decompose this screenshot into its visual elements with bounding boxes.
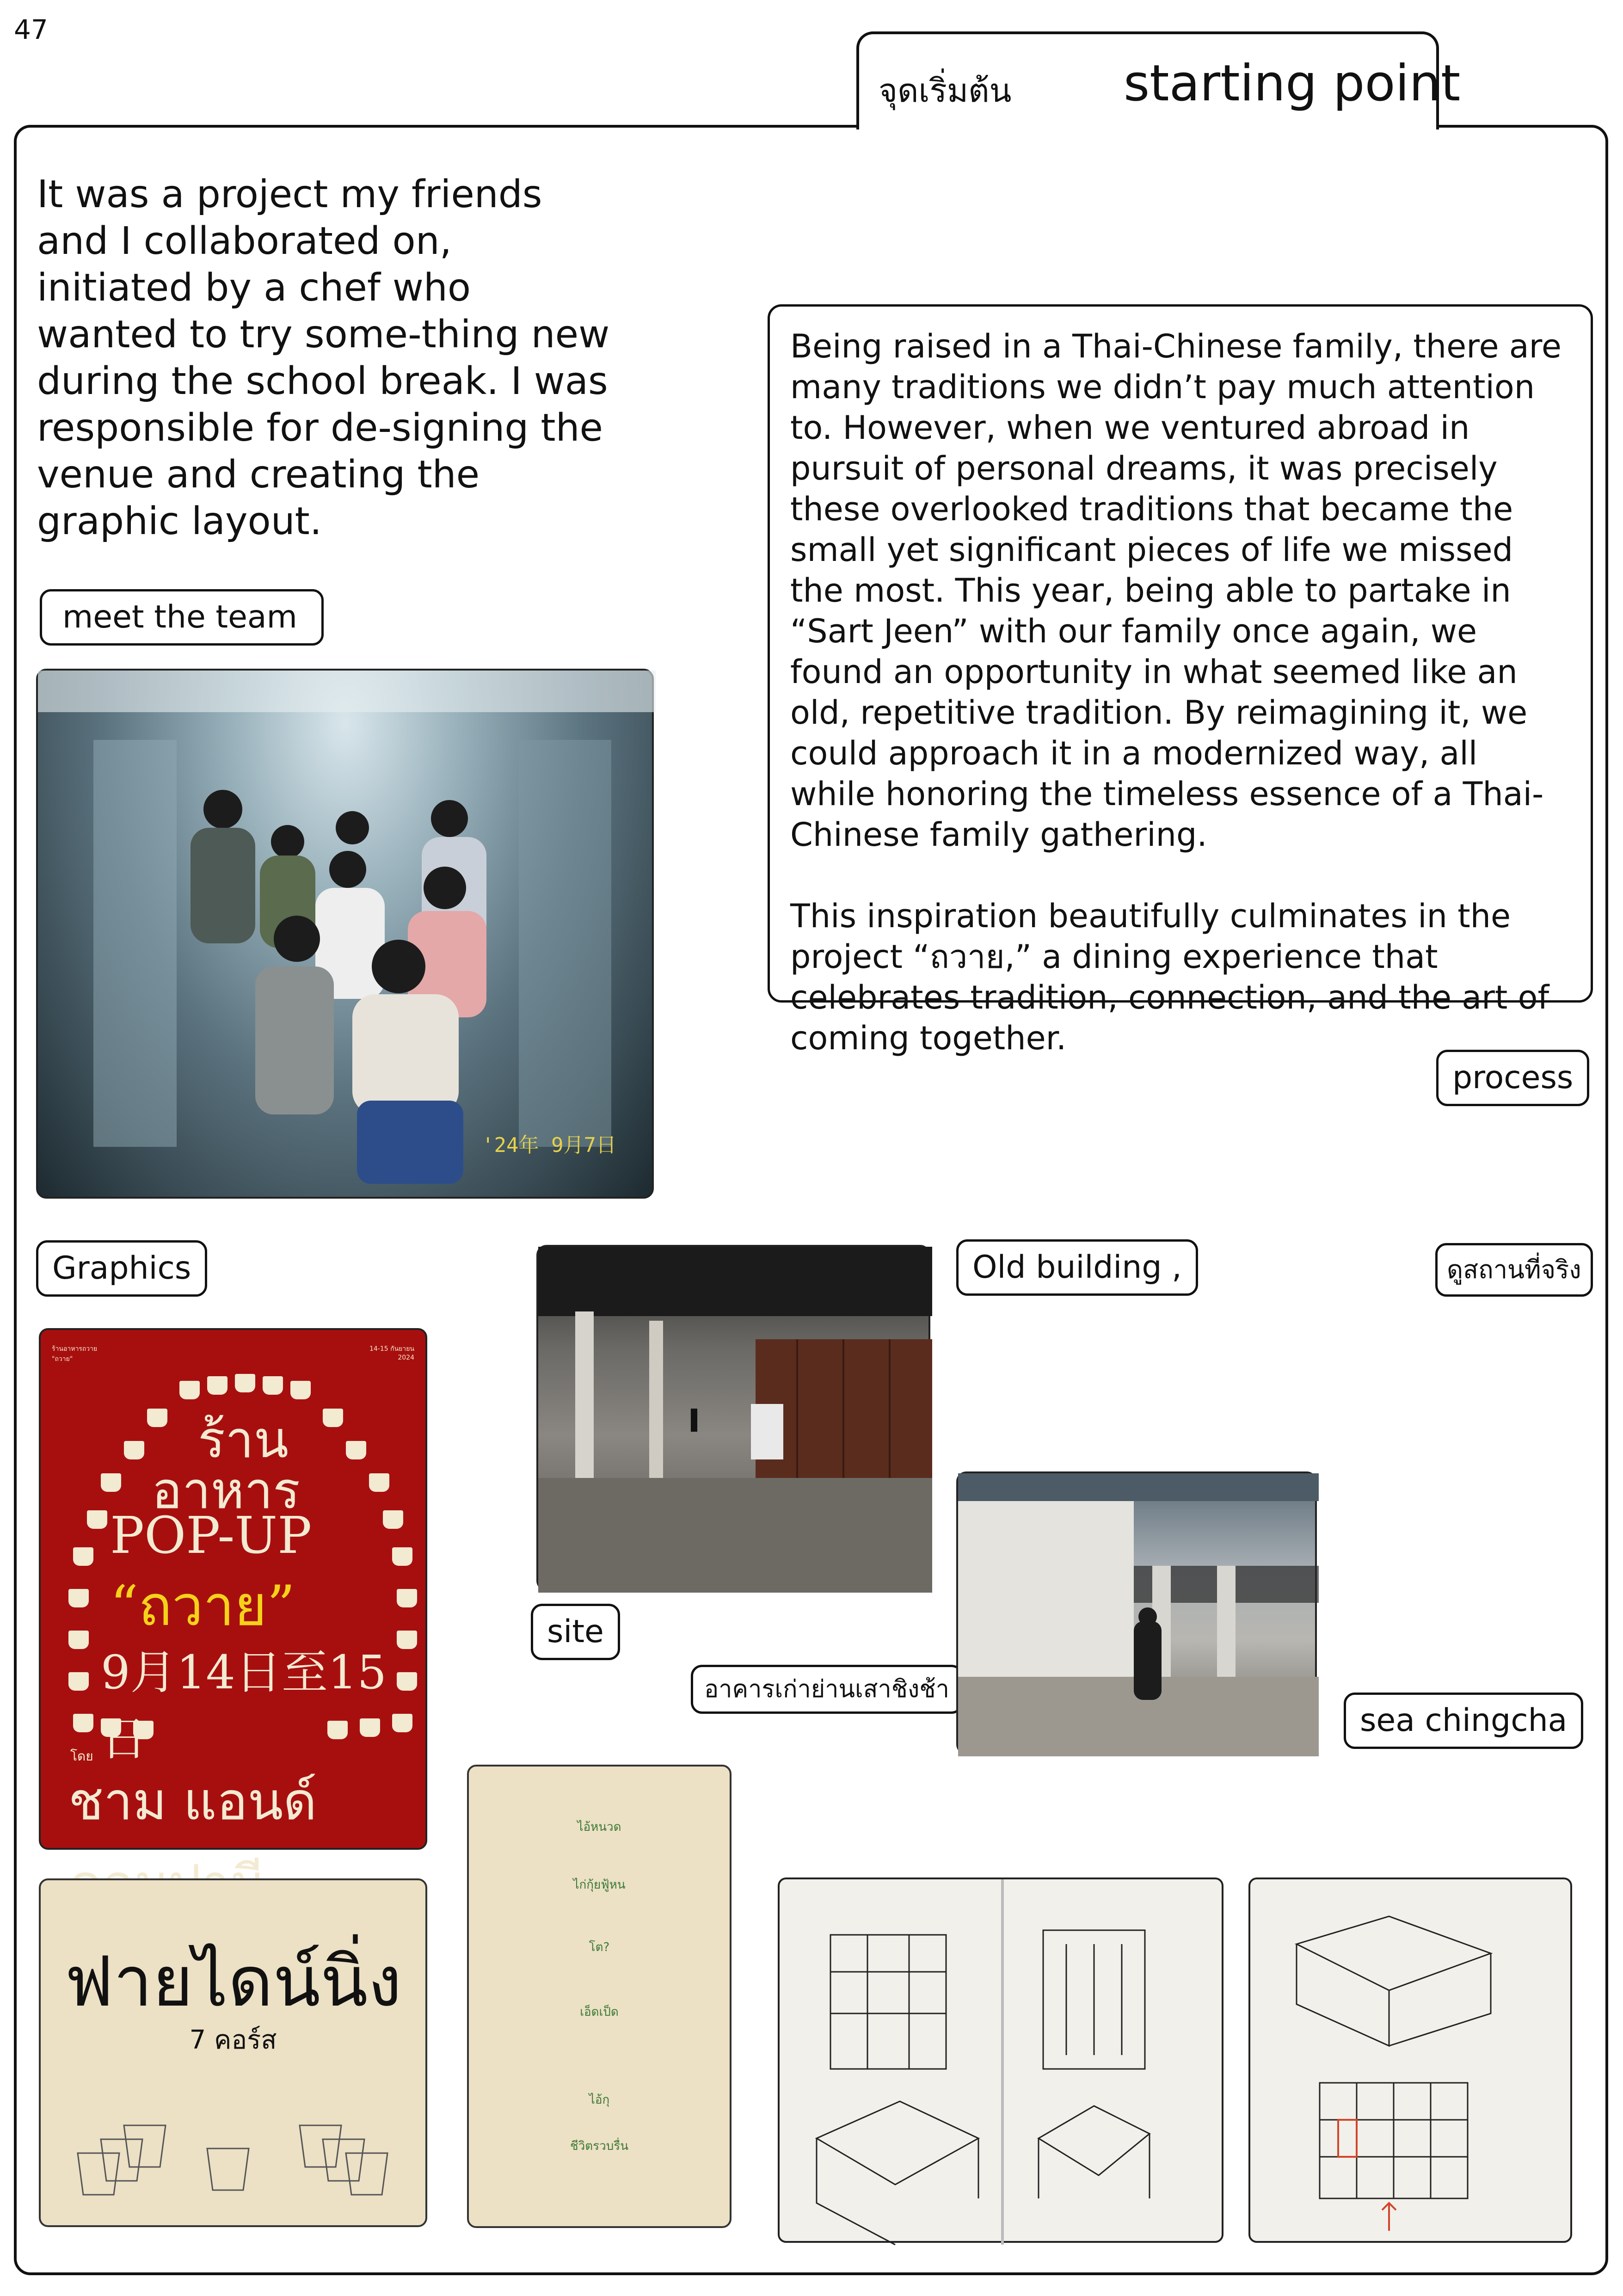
meet-team-label: meet the team (40, 589, 324, 646)
story-textbox (768, 304, 1593, 1057)
sea-chingcha-label: sea chingcha (1344, 1693, 1583, 1749)
graphics-label: Graphics (36, 1240, 207, 1297)
sketchbook-perspective (1248, 1877, 1572, 2243)
popup-poster (39, 1328, 427, 1850)
menu-item-1: ไอ้หนวด (577, 1820, 621, 1834)
cup-outlines (41, 1880, 429, 2229)
old-building-label: Old building , (956, 1239, 1198, 1296)
site-photo-interior-detail (538, 1247, 932, 1593)
tab-title-english: starting point (1124, 55, 1461, 112)
intro-paragraph: It was a project my friends and I collaborated on, initiated by a chef who wanted to try some-thing new during the school break. I was responsible for de-signing the venue and creating the graphic layout. (37, 172, 610, 543)
story-paragraph-2: This inspiration beautifully culminates in the project “ถวาย,” a dining experience that celebrates tradition, connection, and the art of coming together. (790, 897, 1549, 1057)
menu-item-5: ไอ้กุ (589, 2093, 610, 2107)
menu-card (467, 1765, 732, 2228)
team-photo (36, 669, 654, 1199)
menu-item-6: ชีวิตรวบรื่น (570, 2139, 628, 2153)
poster-top-left: ร้านอาหารถวาย "ถวาย" (52, 1345, 98, 1363)
sketch-lines-1 (780, 1879, 1225, 2245)
date-stamp: '24年 9月7日 (482, 1133, 616, 1157)
fine-dining-subtitle: 7 คอร์ส (189, 2025, 277, 2055)
site-photo-hall (956, 1471, 1317, 1754)
fine-dining-title: ฟายไดน์นิ่ง (64, 1942, 402, 2022)
tab-title-thai: จุดเริ่มต้น (879, 72, 1012, 110)
poster-line-4: “ถวาย” (110, 1574, 295, 1638)
poster-line-3: POP-UP (110, 1506, 312, 1565)
site-photo-hall-detail (958, 1473, 1319, 1756)
sketchbook-elevation (778, 1877, 1223, 2243)
fine-dining-card (39, 1878, 427, 2227)
poster-line-1: ร้าน (198, 1410, 289, 1469)
tab-joint (859, 121, 1436, 129)
poster-dates: 9月14日至15日 (101, 1645, 387, 1766)
menu-item-3: โต? (589, 1940, 610, 1954)
sketch-lines-2 (1250, 1879, 1574, 2245)
site-label: site (531, 1604, 620, 1660)
page-number: 47 (14, 14, 48, 45)
poster-by: โดย (70, 1748, 93, 1764)
poster-company: ชาม แอนด์ (68, 1772, 317, 1832)
poster-top-right: 14-15 กันยายน 2024 (369, 1345, 414, 1361)
menu-item-2: ไก่กุ้ยฟู้หน (573, 1878, 626, 1892)
story-paragraph-1: Being raised in a Thai-Chinese family, there are many traditions we didn’t pay much attention to. However, when we ventured abroad in pursuit of personal dreams, it was precisely these overlooked traditions that became the small yet significant pieces of life we missed the most. This year, being able to partake in “Sart Jeen” with our family once again, we found an opportunity in what seemed like an old, repetitive tradition. By reimagining it, we could approach it in a modernized way, all while honoring the timeless essence of a Thai-Chinese family gathering. (790, 327, 1562, 854)
team-photo-figures (38, 671, 656, 1200)
process-label: process (1436, 1050, 1589, 1106)
menu-item-4: เอ็ดเป็ด (580, 2005, 619, 2019)
old-building-thai-label: อาคารเก่าย่านเสาชิงช้า (691, 1665, 963, 1714)
poster-line-2: อาหาร (152, 1461, 301, 1520)
visit-site-label: ดูสถานที่จริง (1435, 1243, 1593, 1297)
site-photo-interior (536, 1245, 930, 1591)
